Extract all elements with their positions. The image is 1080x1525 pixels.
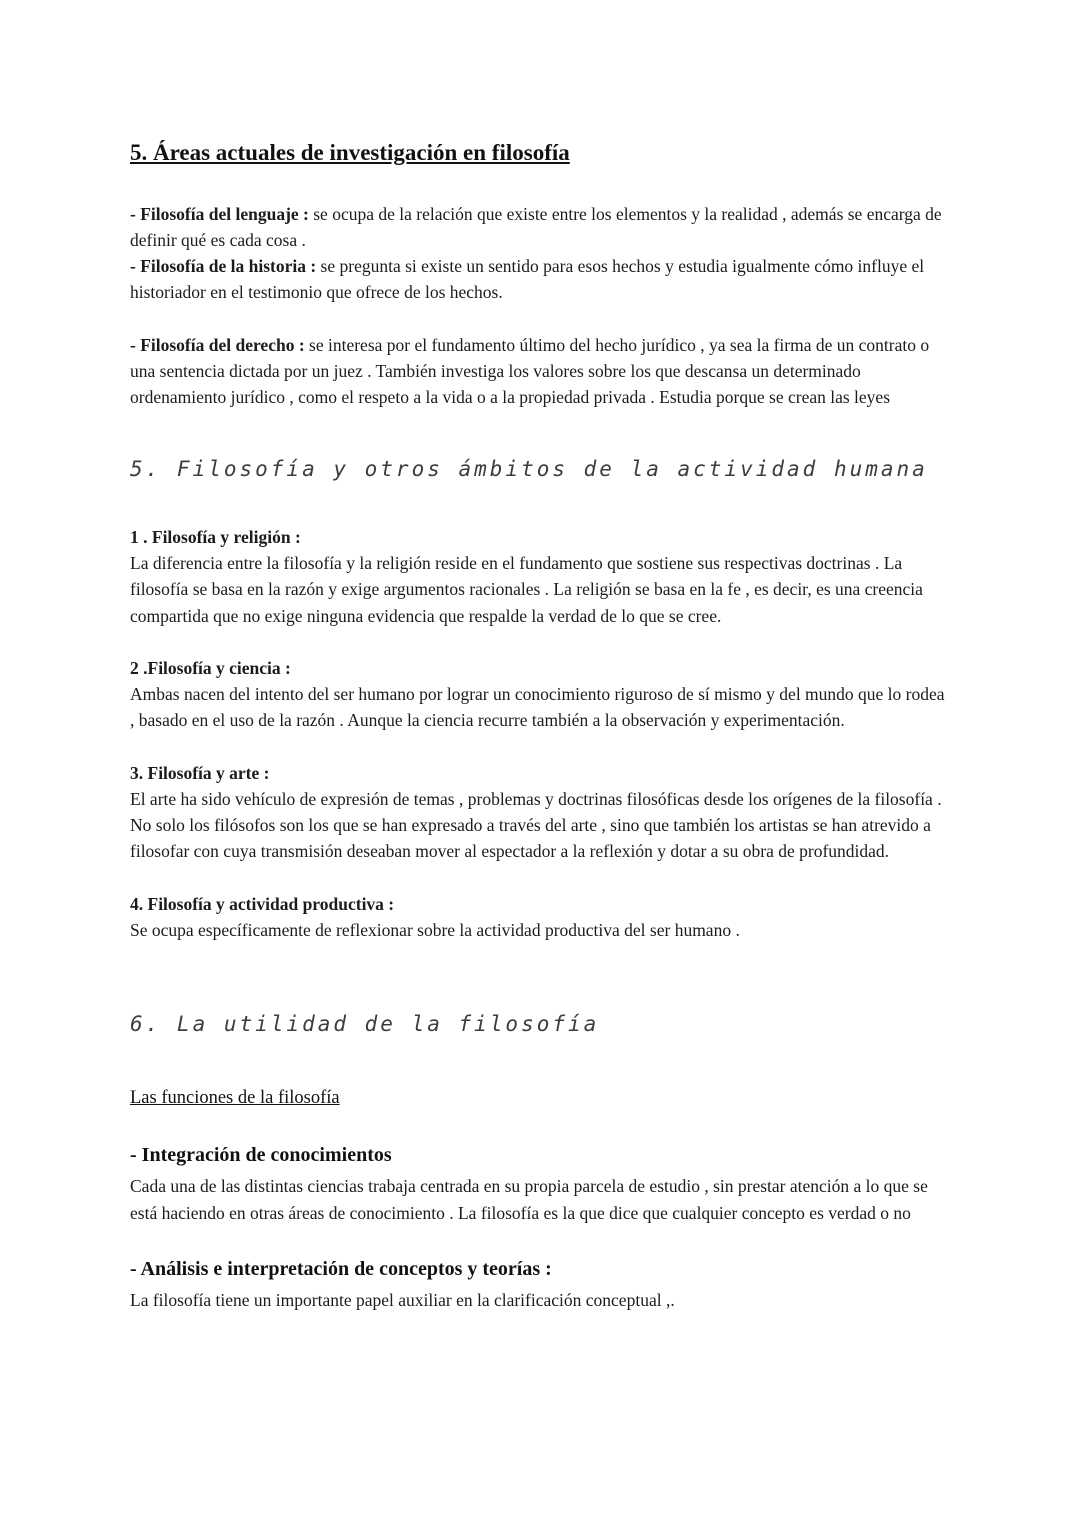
area-text: se interesa por el fundamento último del hecho jurídico , ya sea la firma de un contrato o una sentencia dictada por un juez . También investiga los valores sobre los que descansa un determinado ordenamiento jurídico , como el respeto a la vida o a la propiedad privada . Estudia porque se crean las leyes [130,334,930,407]
topic-text: La diferencia entre la filosofía y la religión reside en el fundamento que sostiene sus respectivas doctrinas . La filosofía se basa en la razón y exige argumentos racionales . La religión se basa en la fe , es decir, es una creencia compartida que no exige ninguna evidencia que respalde la verdad de lo que se cree. [130,553,923,626]
area-item-derecho [130,332,945,411]
area-label: - Filosofía de la historia : [130,256,321,276]
area-label: - Filosofía del lenguaje : [130,203,314,224]
subtitle-funciones: Las funciones de la filosofía [130,1087,340,1108]
area-text: se pregunta si existe un sentido para esos hechos y estudia igualmente cómo influye el historiador en el testimonio que ofrece de los hechos. [130,256,925,303]
topic-text: Ambas nacen del intento del ser humano por lograr un conocimiento riguroso de sí mismo y del mundo que lo rodea , basado en el uso de la razón . Aunque la ciencia recurre también a la observación y experimentación. [130,684,945,731]
area-item-lenguaje [130,201,945,254]
topic-actividad-productiva [130,891,945,944]
page-title: 5. Áreas actuales de investigación en filosofía [130,140,570,165]
topic-religion [130,524,945,629]
area-text: se ocupa de la relación que existe entre los elementos y la realidad , además se encarga de definir qué es cada cosa . [130,203,942,250]
function-text: La filosofía tiene un importante papel auxiliar en la clarificación conceptual ,. [130,1289,675,1310]
function-integracion [130,1140,945,1226]
section-heading-utilidad: 6. La utilidad de la filosofía [130,1012,600,1036]
topic-label: 2 .Filosofía y ciencia : [130,657,291,678]
function-text: Cada una de las distintas ciencias trabaja centrada en su propia parcela de estudio , sin prestar atención a lo que se está haciendo en otras áreas de conocimiento . La filosofía es la que dice que cualquier concepto es verdad o no [130,1176,928,1223]
function-analisis [130,1254,945,1313]
section-heading-ambitos: 5. Filosofía y otros ámbitos de la actividad humana [130,457,928,482]
area-label: - Filosofía del derecho : [130,334,310,355]
topic-label: 3. Filosofía y arte : [130,762,270,783]
topic-arte [130,760,945,865]
topic-label: 1 . Filosofía y religión : [130,526,301,547]
function-heading: - Integración de conocimientos [130,1144,392,1167]
area-item-historia [130,253,945,306]
topic-label: 4. Filosofía y actividad productiva : [130,893,395,914]
function-heading: - Análisis e interpretación de conceptos y teorías : [130,1257,552,1280]
topic-text: El arte ha sido vehículo de expresión de temas , problemas y doctrinas filosóficas desde los orígenes de la filosofía . No solo los filósofos son los que se han expresado a través del arte , sino que también los artistas se han atrevido a filosofar con cuya transmisión deseaban mover al espectador a la reflexión y dotar a su obra de profundidad. [130,788,942,862]
topic-text: Se ocupa específicamente de reflexionar sobre la actividad productiva del ser humano . [130,919,740,940]
topic-ciencia [130,655,945,734]
